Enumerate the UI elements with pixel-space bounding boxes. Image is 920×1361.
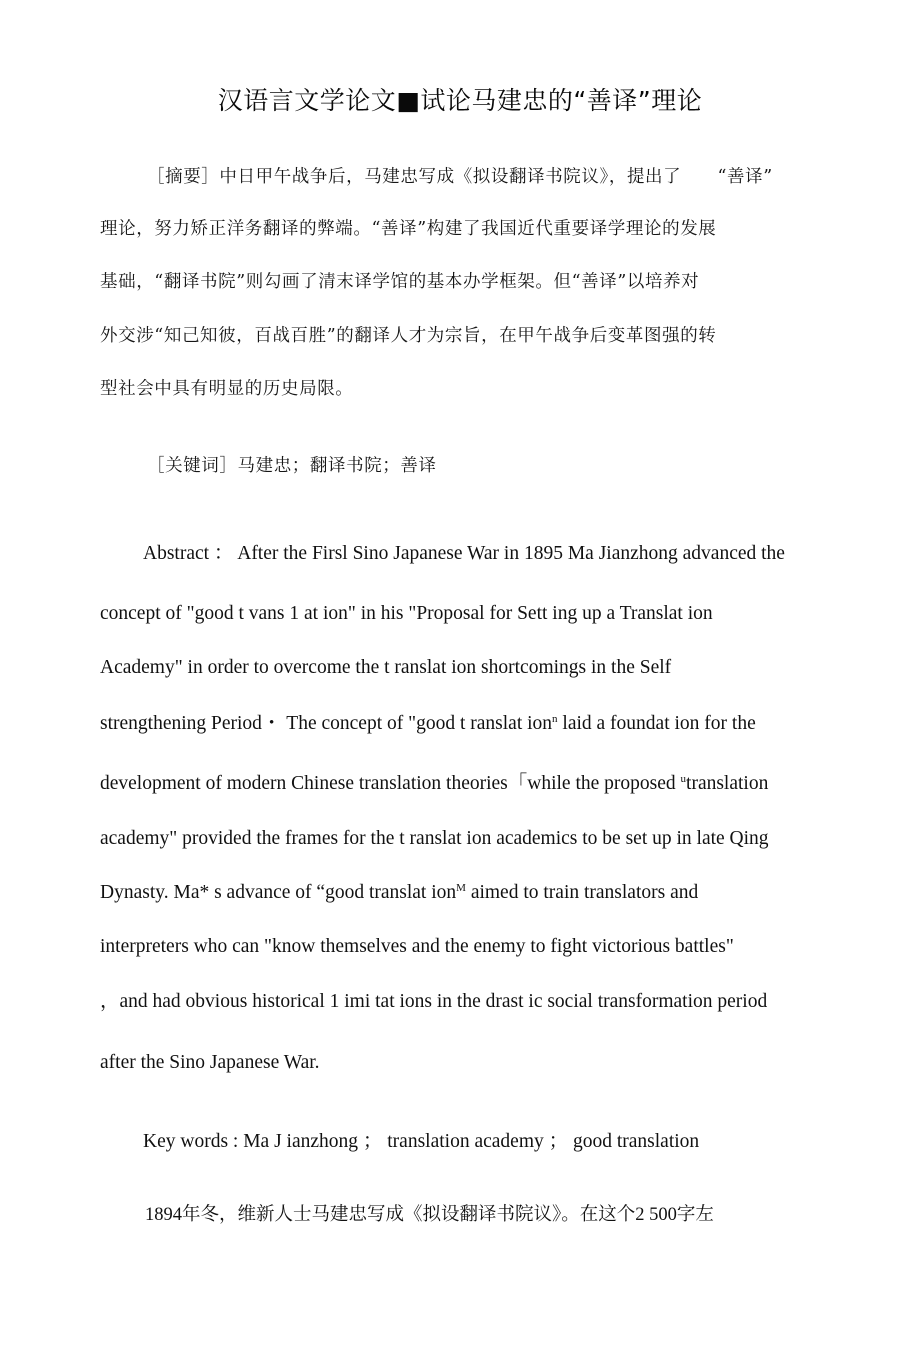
abstract-en-line-7-text-a: Dynasty. Ma* s advance of “good translat ion xyxy=(100,882,457,903)
body-paragraph-line-1: 1894年冬，维新人士马建忠写成《拟设翻译书院议》。在这个2 500字左 xyxy=(145,1205,714,1225)
abstract-en-line-4 xyxy=(100,714,756,734)
abstract-en-line-6: academy" provided the frames for the t ranslat ion academics to be set up in late Qing xyxy=(100,828,769,849)
abstract-en-line-1: Abstract ： After the Firsl Sino Japanese War in 1895 Ma Jianzhong advanced the xyxy=(143,543,785,564)
abstract-zh-line-3: 基础，“翻译书院”则勾画了清末译学馆的基本办学框架。但“善译”以培养对 xyxy=(100,272,700,292)
keywords-en: Key words : Ma J ianzhong ； translation academy ； good translation xyxy=(143,1131,700,1152)
abstract-en-line-7-text-b: aimed to train translators and xyxy=(465,882,699,903)
abstract-zh-line-4: 外交涉“知己知彼，百战百胜”的翻译人才为宗旨，在甲午战争后变革图强的转 xyxy=(100,326,717,346)
document-title: 汉语言文学论文■试论马建忠的“善译”理论 xyxy=(217,86,703,115)
abstract-en-line-9: ，and had obvious historical 1 imi tat ions in the drast ic social transformation period xyxy=(100,991,768,1012)
abstract-zh-line-5: 型社会中具有明显的历史局限。 xyxy=(100,379,354,399)
abstract-en-line-10: after the Sino Japanese War. xyxy=(100,1052,320,1073)
abstract-en-line-3: Academy" in order to overcome the t ranslat ion shortcomings in the Self xyxy=(100,657,672,678)
abstract-en-line-5-text-a: development of modern Chinese translation theories「while the proposed xyxy=(100,773,681,794)
abstract-en-line-5-text-b: translation xyxy=(686,773,769,794)
superscript-mark: u xyxy=(680,773,687,785)
abstract-en-line-8: interpreters who can "know themselves and the enemy to fight victorious battles" xyxy=(100,936,734,957)
abstract-en-line-7 xyxy=(100,883,698,903)
abstract-en-line-5 xyxy=(100,774,768,794)
abstract-en-line-4-text-a: strengthening Period・ The concept of "good t ranslat ion xyxy=(100,713,553,734)
superscript-mark: n xyxy=(552,713,558,725)
keywords-zh: ［关键词］马建忠；翻译书院；善译 xyxy=(147,456,437,476)
abstract-en-line-4-text-b: laid a foundat ion for the xyxy=(557,713,756,734)
abstract-zh-line-1: ［摘要］中日甲午战争后，马建忠写成《拟设翻译书院议》，提出了 “善译” xyxy=(147,167,773,187)
abstract-zh-line-2: 理论，努力矫正洋务翻译的弊端。“善译”构建了我国近代重要译学理论的发展 xyxy=(100,219,717,239)
superscript-mark: M xyxy=(456,882,466,894)
abstract-en-line-2: concept of "good t vans 1 at ion" in his "Proposal for Sett ing up a Translat ion xyxy=(100,603,713,624)
